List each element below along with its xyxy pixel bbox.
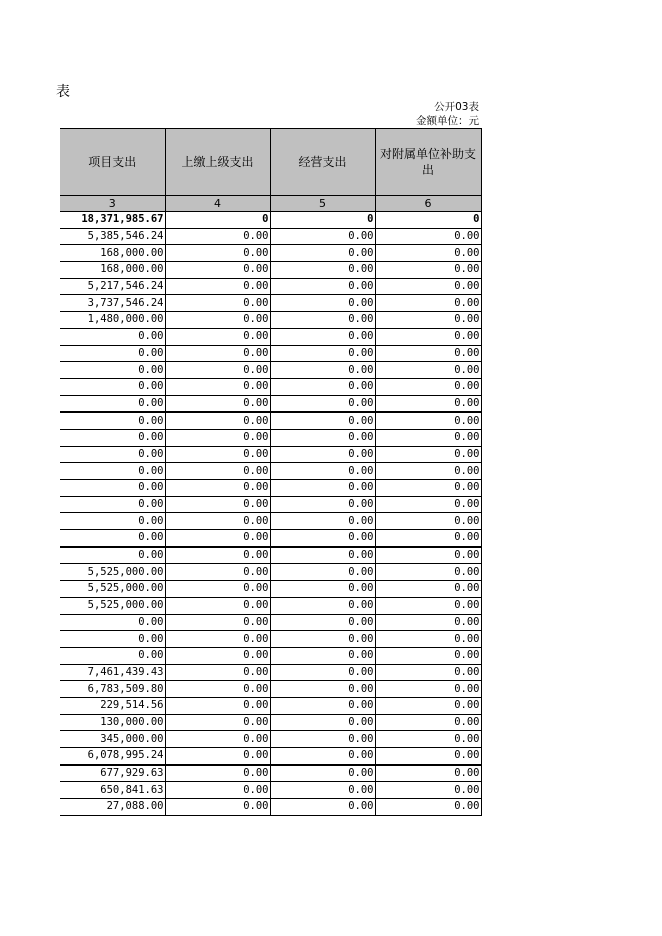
column-number: 4 (165, 196, 270, 212)
table-cell: 0.00 (270, 412, 375, 429)
table-cell: 0.00 (60, 378, 165, 395)
table-row (60, 681, 481, 698)
table-cell: 0.00 (165, 395, 270, 412)
table-cell: 6,078,995.24 (60, 748, 165, 765)
table-cell: 0.00 (165, 614, 270, 631)
table-cell: 0.00 (165, 228, 270, 245)
table-cell: 0.00 (165, 513, 270, 530)
table-cell: 0.00 (375, 245, 481, 262)
table-cell: 0.00 (165, 597, 270, 614)
header-row (60, 129, 481, 196)
table-cell: 0.00 (375, 731, 481, 748)
table-cell: 0.00 (375, 614, 481, 631)
table-cell: 0.00 (165, 446, 270, 463)
table-cell: 0.00 (165, 547, 270, 564)
table-cell: 1,480,000.00 (60, 312, 165, 329)
table-cell: 0.00 (375, 765, 481, 782)
table-cell: 0.00 (60, 429, 165, 446)
table-cell: 0.00 (270, 631, 375, 648)
table-cell: 0.00 (375, 345, 481, 362)
header-remit-to-superior: 上缴上级支出 (165, 129, 270, 196)
table-cell: 0.00 (375, 328, 481, 345)
table-cell: 0.00 (60, 463, 165, 480)
table-cell: 0.00 (165, 429, 270, 446)
table-cell: 0.00 (60, 513, 165, 530)
table-cell: 0.00 (165, 262, 270, 279)
table-cell: 168,000.00 (60, 245, 165, 262)
table-row (60, 530, 481, 547)
table-row (60, 480, 481, 497)
table-cell: 0.00 (270, 245, 375, 262)
table-cell: 0.00 (375, 513, 481, 530)
table-cell: 0.00 (375, 564, 481, 581)
table-cell: 0.00 (165, 480, 270, 497)
table-row (60, 496, 481, 513)
table-row (60, 581, 481, 598)
table-cell: 7,461,439.43 (60, 664, 165, 681)
table-cell: 0.00 (375, 631, 481, 648)
table-cell: 0.00 (375, 278, 481, 295)
table-cell: 0.00 (375, 412, 481, 429)
table-cell: 5,525,000.00 (60, 581, 165, 598)
table-row (60, 731, 481, 748)
table-row (60, 412, 481, 429)
table-cell: 0.00 (375, 547, 481, 564)
table-cell: 0.00 (60, 446, 165, 463)
table-cell: 0.00 (165, 362, 270, 379)
table-cell: 0.00 (165, 697, 270, 714)
table-cell: 0.00 (375, 597, 481, 614)
table-cell: 0.00 (270, 228, 375, 245)
header-operating-expenditure: 经营支出 (270, 129, 375, 196)
table-cell: 0.00 (375, 664, 481, 681)
table-cell: 0.00 (165, 295, 270, 312)
table-cell: 0.00 (375, 647, 481, 664)
table-row (60, 245, 481, 262)
table-cell: 0.00 (165, 581, 270, 598)
table-cell: 0.00 (270, 496, 375, 513)
table-cell: 0.00 (270, 463, 375, 480)
table-cell: 0.00 (270, 345, 375, 362)
table-row (60, 765, 481, 782)
table-cell: 0.00 (375, 446, 481, 463)
table-cell: 229,514.56 (60, 697, 165, 714)
table-row (60, 345, 481, 362)
table-cell: 0.00 (165, 412, 270, 429)
table-cell: 0.00 (60, 614, 165, 631)
table-cell: 0.00 (270, 530, 375, 547)
table-cell: 677,929.63 (60, 765, 165, 782)
table-row (60, 446, 481, 463)
table-cell: 0.00 (270, 295, 375, 312)
table-cell: 0.00 (270, 564, 375, 581)
table-cell: 0.00 (375, 681, 481, 698)
table-cell: 0.00 (270, 681, 375, 698)
table-cell: 0.00 (165, 463, 270, 480)
table-cell: 0.00 (165, 530, 270, 547)
table-cell: 0.00 (375, 480, 481, 497)
table-code-label: 公开03表 (434, 101, 479, 113)
table-cell: 0.00 (375, 697, 481, 714)
table-row (60, 597, 481, 614)
table-cell: 5,525,000.00 (60, 564, 165, 581)
table-cell: 0.00 (165, 664, 270, 681)
header-project-expenditure: 项目支出 (60, 129, 165, 196)
table-row (60, 378, 481, 395)
table-row (60, 697, 481, 714)
table-cell: 0.00 (375, 378, 481, 395)
table-cell: 0.00 (270, 446, 375, 463)
table-row (60, 748, 481, 765)
table-cell: 0.00 (165, 312, 270, 329)
table-cell: 0.00 (165, 328, 270, 345)
table-cell: 0.00 (165, 631, 270, 648)
table-cell: 0.00 (60, 530, 165, 547)
table-cell: 0 (270, 212, 375, 229)
table-cell: 0.00 (165, 748, 270, 765)
table-cell: 0 (165, 212, 270, 229)
table-cell: 130,000.00 (60, 714, 165, 731)
table-row (60, 647, 481, 664)
table-cell: 0.00 (270, 664, 375, 681)
table-cell: 0.00 (270, 378, 375, 395)
table-cell: 0.00 (270, 278, 375, 295)
table-cell: 0.00 (270, 765, 375, 782)
table-cell: 0.00 (165, 714, 270, 731)
table-cell: 0.00 (60, 631, 165, 648)
table-row (60, 564, 481, 581)
table-cell: 0.00 (60, 362, 165, 379)
table-cell: 0.00 (375, 782, 481, 799)
table-cell: 0.00 (165, 496, 270, 513)
table-cell: 0.00 (375, 228, 481, 245)
table-cell: 0.00 (375, 312, 481, 329)
table-cell: 0.00 (375, 799, 481, 816)
table-row (60, 799, 481, 816)
table-cell: 0.00 (165, 345, 270, 362)
table-cell: 0.00 (375, 395, 481, 412)
table-cell: 0.00 (375, 748, 481, 765)
table-row (60, 513, 481, 530)
table-cell: 0.00 (165, 278, 270, 295)
table-cell: 0.00 (375, 262, 481, 279)
table-cell: 0.00 (165, 564, 270, 581)
table-cell: 0.00 (270, 799, 375, 816)
table-cell: 0.00 (270, 731, 375, 748)
table-row (60, 714, 481, 731)
table-cell: 0.00 (165, 782, 270, 799)
table-cell: 0.00 (270, 697, 375, 714)
table-cell: 0.00 (375, 714, 481, 731)
table-row (60, 395, 481, 412)
table-row (60, 463, 481, 480)
table-row (60, 228, 481, 245)
table-cell: 0.00 (270, 647, 375, 664)
table-cell: 0.00 (165, 681, 270, 698)
table-row (60, 362, 481, 379)
table-row (60, 547, 481, 564)
table-cell: 0 (375, 212, 481, 229)
table-cell: 0.00 (270, 782, 375, 799)
table-cell: 18,371,985.67 (60, 212, 165, 229)
table-cell: 0.00 (375, 496, 481, 513)
table-cell: 0.00 (375, 581, 481, 598)
table-cell: 0.00 (270, 748, 375, 765)
table-body (60, 212, 481, 816)
table-cell: 0.00 (270, 581, 375, 598)
table-row (60, 664, 481, 681)
table-cell: 0.00 (375, 530, 481, 547)
table-row (60, 312, 481, 329)
table-cell: 0.00 (270, 614, 375, 631)
table-cell: 27,088.00 (60, 799, 165, 816)
table-cell: 5,385,546.24 (60, 228, 165, 245)
table-cell: 0.00 (270, 513, 375, 530)
table-cell: 0.00 (165, 765, 270, 782)
table-cell: 0.00 (60, 647, 165, 664)
table-row (60, 262, 481, 279)
column-number: 6 (375, 196, 481, 212)
table-cell: 0.00 (270, 714, 375, 731)
table-cell: 3,737,546.24 (60, 295, 165, 312)
table-cell: 0.00 (165, 647, 270, 664)
table-cell: 0.00 (60, 547, 165, 564)
table-cell: 0.00 (60, 496, 165, 513)
table-cell: 0.00 (165, 378, 270, 395)
table-cell: 0.00 (270, 395, 375, 412)
currency-unit-label: 金额单位：元 (416, 115, 479, 127)
table-cell: 345,000.00 (60, 731, 165, 748)
table-cell: 5,525,000.00 (60, 597, 165, 614)
table-row (60, 631, 481, 648)
table-cell: 0.00 (165, 731, 270, 748)
column-number: 3 (60, 196, 165, 212)
table-cell: 6,783,509.80 (60, 681, 165, 698)
table-cell: 0.00 (270, 262, 375, 279)
page-title-fragment: 表 (56, 84, 70, 100)
table-cell: 0.00 (60, 395, 165, 412)
table-cell: 5,217,546.24 (60, 278, 165, 295)
table-row (60, 295, 481, 312)
table-row (60, 614, 481, 631)
table-cell: 0.00 (270, 328, 375, 345)
table-cell: 0.00 (375, 362, 481, 379)
table-cell: 0.00 (60, 480, 165, 497)
table-cell: 0.00 (375, 295, 481, 312)
table-cell: 0.00 (165, 799, 270, 816)
header-subsidy-to-affiliates: 对附属单位补助支出 (375, 129, 481, 196)
table-cell: 0.00 (375, 463, 481, 480)
column-number: 5 (270, 196, 375, 212)
table-row (60, 429, 481, 446)
table-cell: 168,000.00 (60, 262, 165, 279)
table-cell: 0.00 (60, 412, 165, 429)
table-cell: 650,841.63 (60, 782, 165, 799)
table-cell: 0.00 (270, 429, 375, 446)
table-cell: 0.00 (270, 362, 375, 379)
table-cell: 0.00 (375, 429, 481, 446)
table-row-total (60, 212, 481, 229)
table-row (60, 328, 481, 345)
table-cell: 0.00 (270, 597, 375, 614)
table-cell: 0.00 (270, 480, 375, 497)
table-cell: 0.00 (60, 345, 165, 362)
column-number-row (60, 196, 481, 212)
table-cell: 0.00 (60, 328, 165, 345)
table-row (60, 278, 481, 295)
table-cell: 0.00 (270, 312, 375, 329)
expenditure-table (60, 128, 482, 816)
table-cell: 0.00 (270, 547, 375, 564)
table-row (60, 782, 481, 799)
table-cell: 0.00 (165, 245, 270, 262)
